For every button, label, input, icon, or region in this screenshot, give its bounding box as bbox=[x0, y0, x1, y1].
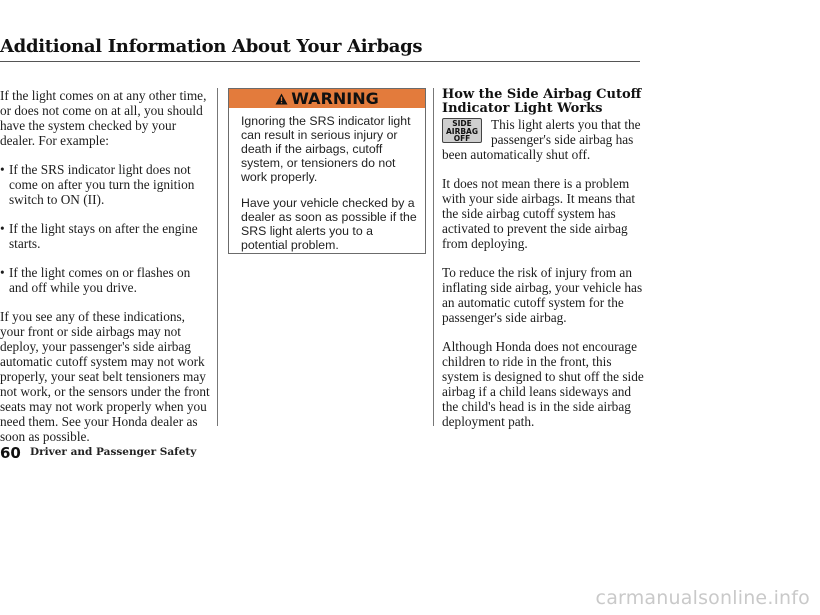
page-number: 60 bbox=[0, 444, 21, 462]
indicator-text: AIRBAG bbox=[445, 126, 479, 136]
warning-paragraph: Have your vehicle checked by a dealer as soon as possible if the SRS light alerts you to a potential problem. bbox=[241, 196, 417, 252]
column-left bbox=[0, 88, 212, 444]
body-paragraph: To reduce the risk of injury from an inflating side airbag, your vehicle has an automatic cutoff system for the passenger's side airbag. bbox=[442, 265, 643, 325]
indicator-text: SIDE bbox=[452, 119, 472, 128]
watermark: carmanualsonline.info bbox=[595, 587, 810, 609]
bullet-text: If the light comes on or flashes on and off while you drive. bbox=[9, 265, 191, 295]
body-paragraph: Although Honda does not encourage children to ride in the front, this system is designed to shut off the side airbag if a child leans sideways and the child's head is in the side airbag deployment path. bbox=[442, 339, 644, 429]
side-airbag-off-indicator-icon bbox=[442, 118, 482, 143]
header-divider bbox=[0, 61, 640, 62]
warning-box bbox=[228, 88, 426, 254]
column-divider-left bbox=[217, 88, 218, 426]
warning-paragraph: Ignoring the SRS indicator light can result in serious injury or death if the airbags, cutoff system, or tensioners do not work properly. bbox=[241, 114, 411, 184]
page-header-title: Additional Information About Your Airbags bbox=[0, 36, 423, 57]
warning-body bbox=[229, 108, 425, 252]
warning-header bbox=[229, 89, 425, 108]
bullet-dot-icon: • bbox=[0, 221, 5, 236]
column-right bbox=[442, 88, 646, 429]
body-paragraph: This light alerts you that the passenger's side airbag has been automatically shut off. bbox=[442, 117, 641, 162]
footer-section-title: Driver and Passenger Safety bbox=[30, 446, 197, 458]
body-paragraph: It does not mean there is a problem with your side airbags. It means that the side airbag cutoff system has activated to prevent the side airbag from deploying. bbox=[442, 176, 636, 251]
section-heading: How the Side Airbag Cutoff Indicator Light Works bbox=[442, 87, 642, 116]
indicator-paragraph bbox=[442, 117, 646, 162]
bullet-item bbox=[0, 162, 212, 207]
indicator-text: OFF bbox=[453, 134, 471, 144]
bullet-text: If the light stays on after the engine starts. bbox=[9, 221, 198, 251]
bullet-item bbox=[0, 265, 212, 295]
bullet-text: If the SRS indicator light does not come on after you turn the ignition switch to ON (II). bbox=[9, 162, 195, 207]
warning-triangle-icon bbox=[275, 93, 288, 105]
closing-paragraph: If you see any of these indications, your front or side airbags may not deploy, your passenger's side airbag automatic cutoff system may not work properly, your seat belt tensioners may not work, or the sensors under the front seats may not work properly when you need them. See your Honda dealer as soon as possible. bbox=[0, 309, 210, 444]
warning-label: WARNING bbox=[291, 89, 379, 108]
bullet-item bbox=[0, 221, 212, 251]
column-divider-right bbox=[433, 88, 434, 426]
bullet-dot-icon: • bbox=[0, 162, 5, 177]
bullet-dot-icon: • bbox=[0, 265, 5, 280]
intro-paragraph: If the light comes on at any other time, or does not come on at all, you should have the system checked by your dealer. For example: bbox=[0, 88, 207, 148]
